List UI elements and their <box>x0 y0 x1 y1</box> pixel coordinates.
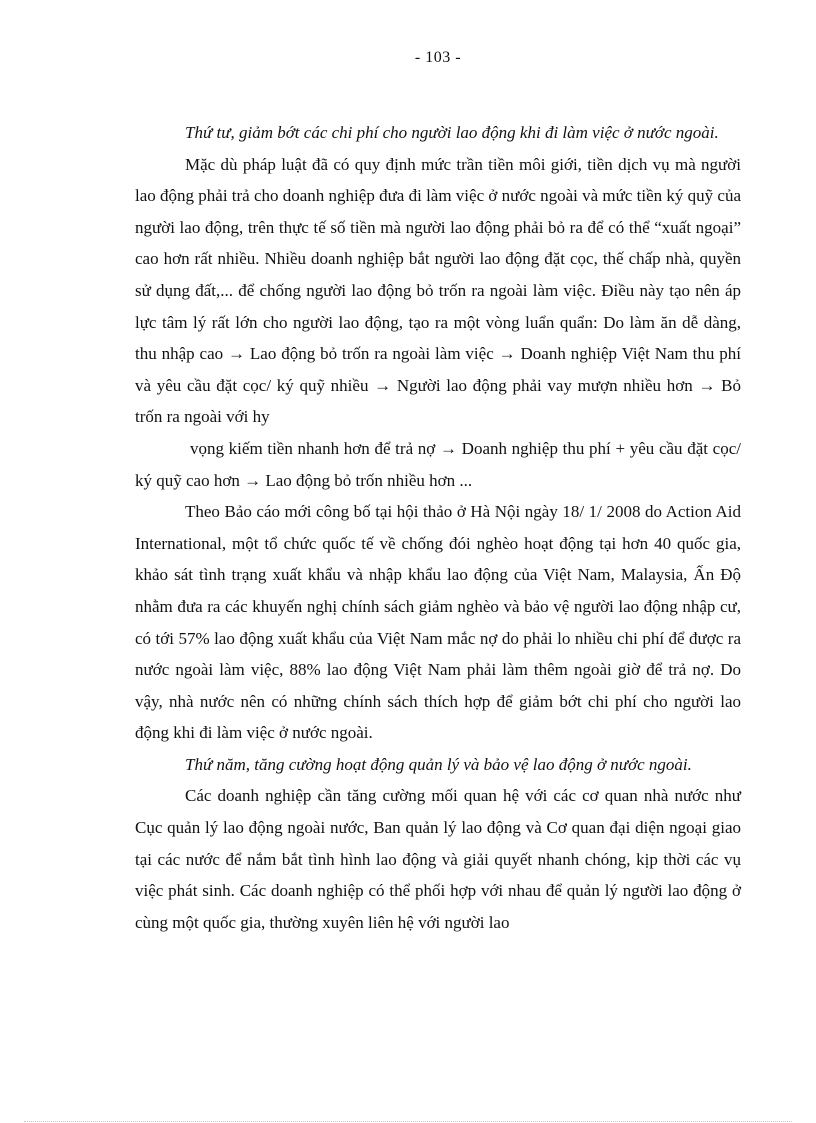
paragraph-debt-cycle: Mặc dù pháp luật đã có quy định mức trần tiền môi giới, tiền dịch vụ mà người lao động phải trả cho doanh nghiệp đưa đi làm việc ở nước ngoài và mức tiền ký quỹ của người lao động, trên thực tế số tiền mà người lao động phải bỏ ra để có thể “xuất ngoại” cao hơn rất nhiều. Nhiều doanh nghiệp bắt người lao động đặt cọc, thế chấp nhà, quyền sử dụng đất,... để chống người lao động bỏ trốn ra ngoài làm việc. Điều này tạo nên áp lực tâm lý rất lớn cho người lao động, tạo ra một vòng luẩn quẩn: Do làm ăn dễ dàng, thu nhập cao → Lao động bỏ trốn ra ngoài làm việc → Doanh nghiệp Việt Nam thu phí và yêu cầu đặt cọc/ ký quỹ nhiều → Người lao động phải vay mượn nhiều hơn → Bỏ trốn ra ngoài với hy <box>135 154 741 427</box>
paragraph-management: Các doanh nghiệp cần tăng cường mối quan hệ với các cơ quan nhà nước như Cục quản lý lao động ngoài nước, Ban quản lý lao động và Cơ quan đại diện ngoại giao tại các nước để nắm bắt tình hình lao động và giải quyết nhanh chóng, kịp thời các vụ việc phát sinh. Các doanh nghiệp có thể phối hợp với nhau để quản lý người lao động ở cùng một quốc gia, thường xuyên liên hệ với người lao <box>135 786 741 932</box>
paragraph-debt-cycle-continued: vọng kiếm tiền nhanh hơn để trả nợ → Doanh nghiệp thu phí + yêu cầu đặt cọc/ ký quỹ cao hơn → Lao động bỏ trốn nhiều hơn ... <box>135 438 741 490</box>
page-number: - 103 - <box>414 49 462 66</box>
page-bottom-divider <box>24 1121 792 1122</box>
paragraph-action-aid-report: Theo Bảo cáo mới công bố tại hội thảo ở Hà Nội ngày 18/ 1/ 2008 do Action Aid International, một tổ chức quốc tế về chống đói nghèo hoạt động tại hơn 40 quốc gia, khảo sát tình trạng xuất khẩu và nhập khẩu lao động của Việt Nam, Malaysia, Ấn Độ nhằm đưa ra các khuyến nghị chính sách giảm nghèo và bảo vệ người lao động nhập cư, có tới 57% lao động xuất khẩu của Việt Nam mắc nợ do phải lo nhiều chi phí để được ra nước ngoài làm việc, 88% lao động Việt Nam phải làm thêm ngoài giờ để trả nợ. Do vậy, nhà nước nên có những chính sách thích hợp để giảm bớt chi phí cho người lao động khi đi làm việc ở nước ngoài. <box>135 502 741 743</box>
document-body <box>135 117 741 938</box>
section-heading-fourth: Thứ tư, giảm bớt các chi phí cho người lao động khi đi làm việc ở nước ngoài. <box>185 123 719 142</box>
section-heading-fifth: Thứ năm, tăng cường hoạt động quản lý và bảo vệ lao động ở nước ngoài. <box>185 754 692 774</box>
